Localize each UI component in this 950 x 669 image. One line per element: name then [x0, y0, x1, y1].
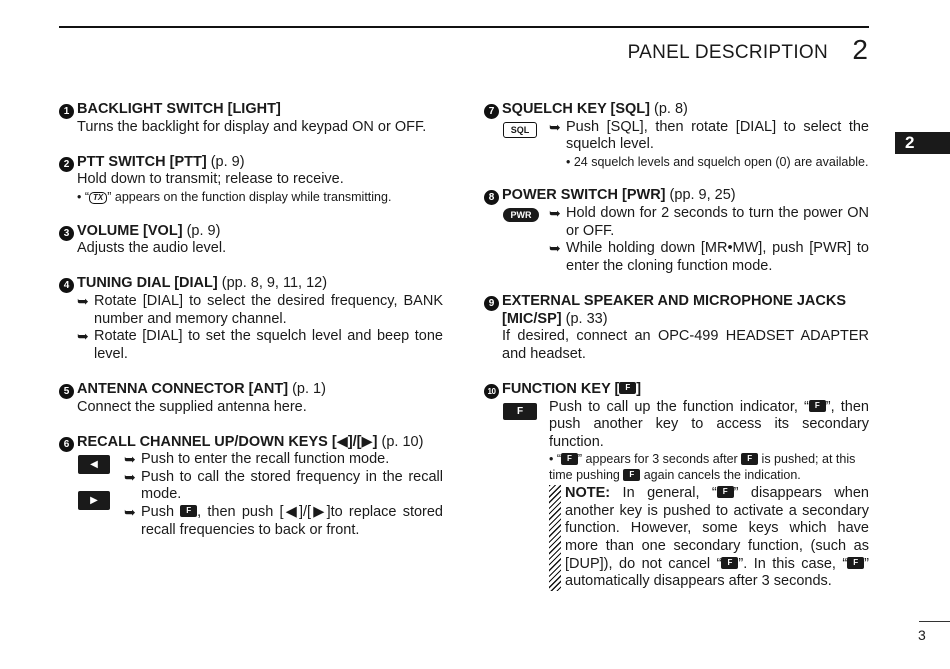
- item-number: 9: [484, 296, 499, 311]
- page-reference: (p. 33): [565, 310, 608, 327]
- item-title: EXTERNAL SPEAKER AND MICROPHONE JACKS [MIC/SP]: [502, 292, 847, 327]
- item-antenna-connector: [59, 381, 443, 416]
- item-description: Connect the supplied antenna here.: [77, 398, 307, 415]
- page-reference: (p. 9): [186, 222, 221, 239]
- item-number: 2: [59, 157, 74, 172]
- instruction-text: Push to enter the recall function mode.: [141, 451, 390, 468]
- arrow-instruction: [124, 504, 443, 539]
- note-part: ” automatically disappears after 3 seconds.: [565, 555, 869, 590]
- item-title: [502, 381, 641, 399]
- function-key-icon: F: [619, 382, 636, 394]
- function-key-icon: F: [623, 469, 640, 481]
- page-reference: (p. 8): [654, 101, 688, 117]
- function-indicator-icon: F: [561, 453, 578, 465]
- arrow-icon: ➥: [124, 468, 136, 485]
- note-part: ” disappears when another key is pushed to activate a secondary function. However, some keys which have more than one secondary function, (such as [DUP]), do not cancel “: [565, 485, 869, 572]
- arrow-instruction: [77, 328, 443, 363]
- item-backlight-switch: [59, 101, 443, 136]
- bullet-part: ” appears for 3 seconds after: [577, 452, 742, 467]
- function-indicator-icon: F: [721, 557, 738, 569]
- item-bullet: [549, 451, 869, 483]
- item-volume: [59, 223, 443, 258]
- item-recall-channel-keys: [59, 434, 443, 540]
- bullet-text: ” appears on the function display while transmitting.: [107, 189, 392, 204]
- item-description: Turns the backlight for display and keypad ON or OFF.: [77, 118, 427, 135]
- item-title: POWER SWITCH [PWR]: [502, 187, 666, 204]
- item-number: 6: [59, 437, 74, 452]
- recall-up-key-icon: ◀: [78, 455, 110, 474]
- item-number: 3: [59, 226, 74, 241]
- sql-key-icon: SQL: [503, 122, 537, 138]
- item-ptt-switch: [59, 154, 443, 205]
- instruction-text: Hold down for 2 seconds to turn the power ON or OFF.: [566, 204, 869, 239]
- item-title: ANTENNA CONNECTOR [ANT]: [77, 380, 289, 397]
- function-indicator-icon: F: [809, 400, 826, 412]
- top-rule: [59, 26, 869, 28]
- item-number: 7: [484, 104, 499, 119]
- item-title: VOLUME [VOL]: [77, 222, 183, 239]
- page-reference: (p. 1): [292, 380, 326, 397]
- item-title: SQUELCH KEY [SQL]: [502, 101, 650, 117]
- arrow-instruction: [549, 205, 869, 240]
- bullet-part: • “: [549, 452, 562, 467]
- chapter-tab: 2: [895, 132, 950, 154]
- note-text: [565, 485, 869, 591]
- page-number: 3: [918, 627, 926, 643]
- item-bullet: [59, 189, 443, 205]
- item-external-jacks: [484, 293, 869, 363]
- note-hatch-bar: [549, 485, 561, 591]
- instruction-text: Rotate [DIAL] to select the desired frequency, BANK number and memory channel.: [94, 292, 443, 327]
- left-column: [59, 101, 443, 557]
- item-number: 4: [59, 278, 74, 293]
- arrow-icon: ➥: [77, 328, 89, 345]
- arrow-icon: ➥: [124, 504, 136, 521]
- arrow-instruction: [549, 240, 869, 275]
- bullet-part: is pushed; at this time pushing: [549, 452, 856, 483]
- arrow-icon: ➥: [549, 204, 561, 221]
- item-title: BACKLIGHT SWITCH [LIGHT]: [77, 101, 281, 117]
- arrow-instruction: [124, 469, 443, 504]
- item-number: 8: [484, 190, 499, 205]
- arrow-icon: ➥: [77, 292, 89, 309]
- note-box: [549, 485, 869, 591]
- arrow-icon: ➥: [549, 118, 561, 135]
- right-column: [484, 101, 869, 608]
- function-indicator-icon: F: [717, 486, 734, 498]
- page-reference: (pp. 8, 9, 11, 12): [221, 275, 328, 292]
- item-function-key: [484, 381, 869, 591]
- item-bullet: • 24 squelch levels and squelch open (0) are available.: [566, 154, 869, 169]
- instruction-text: Push [SQL], then rotate [DIAL] to select the squelch level.: [566, 118, 869, 153]
- note-part: ”. In this case, “: [738, 555, 848, 572]
- item-number: 1: [59, 104, 74, 119]
- arrow-instruction: [549, 119, 869, 154]
- item-description: [549, 399, 869, 452]
- item-description: Hold down to transmit; release to receive.: [77, 171, 344, 188]
- item-title: PTT SWITCH [PTT]: [77, 153, 207, 170]
- pwr-key-icon: PWR: [503, 208, 539, 222]
- arrow-instruction: [77, 293, 443, 328]
- instruction-text: [141, 504, 443, 539]
- function-key-icon: F: [180, 505, 197, 517]
- item-title: TUNING DIAL [DIAL]: [77, 275, 218, 292]
- arrow-icon: ➥: [124, 451, 136, 468]
- instruction-text: Push to call the stored frequency in the recall mode.: [141, 468, 443, 503]
- tx-indicator-icon: TX: [89, 192, 107, 204]
- note-label: NOTE:: [565, 485, 611, 502]
- instruction-text: While holding down [MR•MW], push [PWR] to enter the cloning function mode.: [566, 240, 869, 274]
- chapter-number: 2: [852, 34, 868, 65]
- recall-down-key-icon: ▶: [78, 491, 110, 510]
- f-key-icon: F: [503, 403, 537, 420]
- page-reference: (pp. 9, 25): [669, 187, 736, 204]
- item-description: If desired, connect an OPC-499 HEADSET ADAPTER and headset.: [502, 328, 869, 362]
- item-number: 5: [59, 384, 74, 399]
- item-description: Adjusts the audio level.: [77, 240, 227, 257]
- instruction-part: Push: [141, 504, 181, 521]
- page-reference: (p. 10): [381, 433, 424, 450]
- page-number-rule: [919, 621, 950, 622]
- arrow-icon: ➥: [549, 240, 561, 257]
- function-key-icon: F: [741, 453, 758, 465]
- description-part: Push to call up the function indicator, “: [549, 398, 809, 415]
- title-part: FUNCTION KEY [: [502, 380, 620, 397]
- bullet-text: • “: [77, 189, 90, 204]
- page-reference: (p. 9): [210, 153, 245, 170]
- item-number: 10: [484, 384, 499, 399]
- description-part: ”, then push another key to access its secondary function.: [549, 398, 869, 450]
- function-indicator-icon: F: [847, 557, 864, 569]
- bullet-part: again cancels the indication.: [640, 468, 801, 483]
- instruction-text: Rotate [DIAL] to set the squelch level and beep tone level.: [94, 328, 443, 362]
- item-title: RECALL CHANNEL UP/DOWN KEYS [◀]/[▶]: [77, 433, 378, 450]
- item-power-switch: [484, 187, 869, 275]
- page-title: PANEL DESCRIPTION: [627, 42, 828, 63]
- item-squelch-key: [484, 101, 869, 170]
- arrow-instruction: [124, 451, 443, 469]
- item-tuning-dial: [59, 275, 443, 363]
- instruction-part: , then push [◀]/[▶]to replace stored recall frequencies to back or front.: [141, 504, 443, 538]
- title-part: ]: [636, 380, 642, 397]
- note-part: In general, “: [610, 485, 717, 502]
